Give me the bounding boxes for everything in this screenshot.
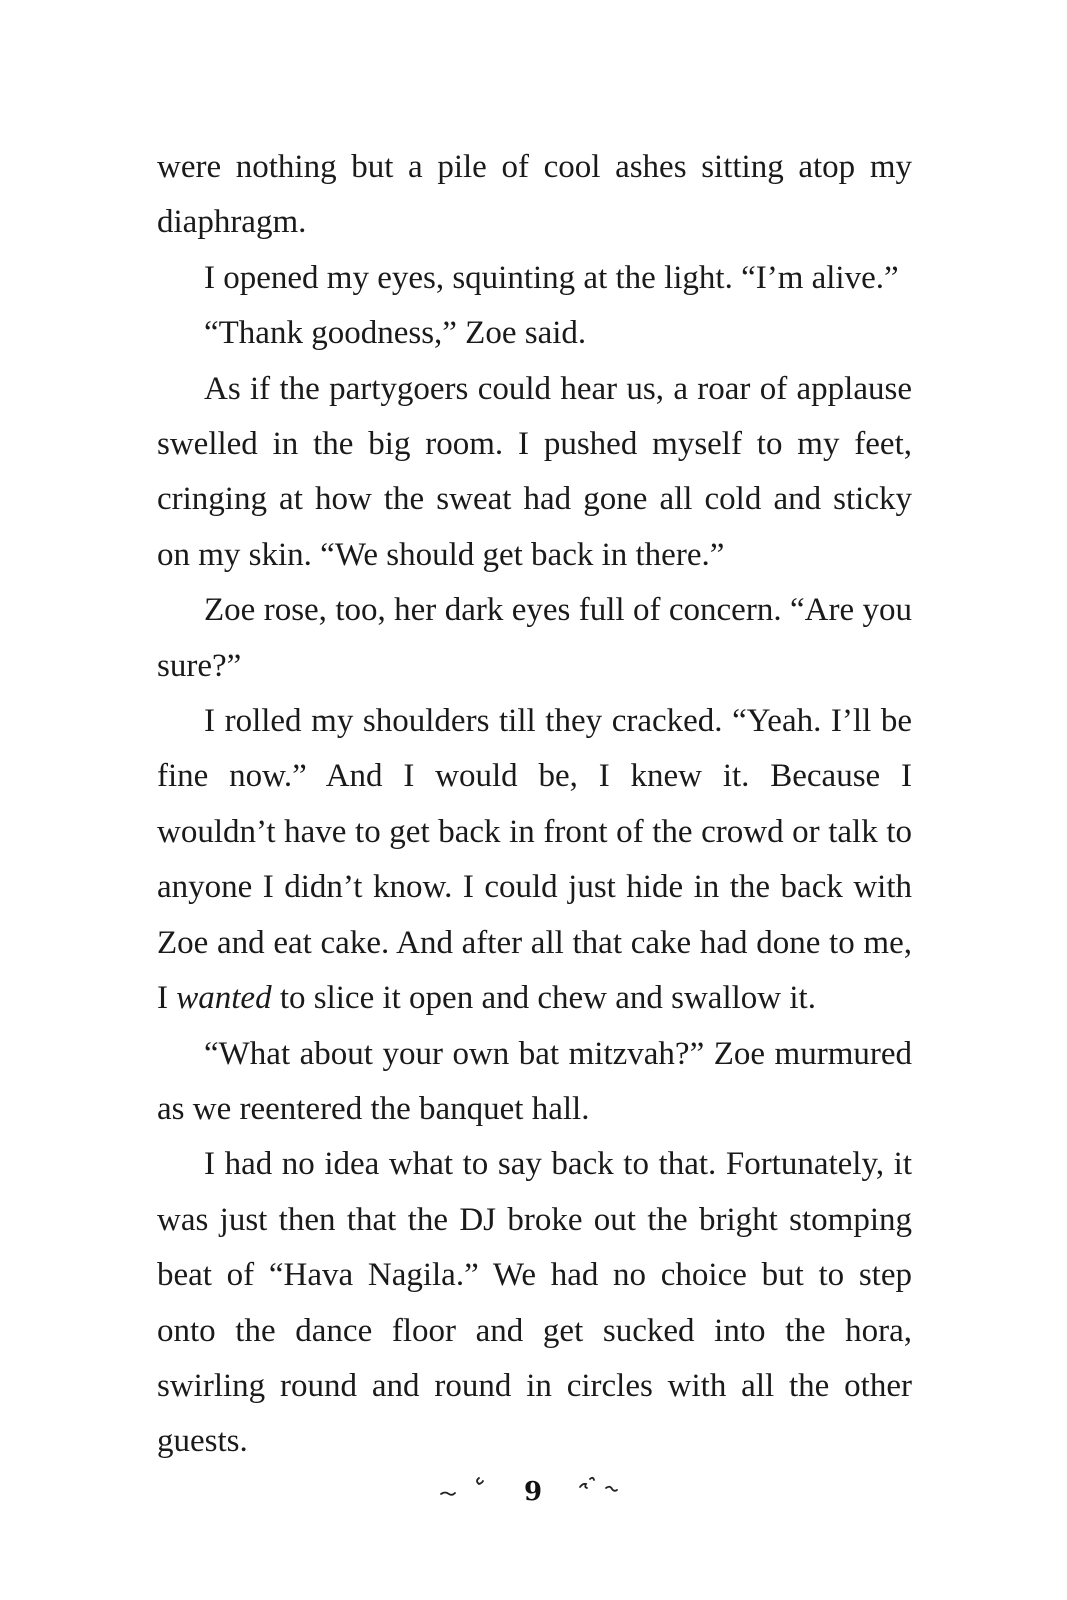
flourish-right-3 (606, 1487, 617, 1491)
paragraph: “Thank goodness,” Zoe said. (204, 315, 587, 352)
flourish-right-2 (590, 1478, 594, 1480)
paragraph: Zoe rose, too, her dark eyes full of concern. “Are you sure?” (157, 592, 912, 684)
page-number: 9 (523, 1477, 543, 1507)
paragraph: “What about your own bat mitzvah?” Zoe murmured as we reentered the banquet hall. (157, 1035, 912, 1127)
flourish-left-1 (441, 1493, 455, 1495)
paragraph: I rolled my shoulders till they cracked. “Yeah. I’ll be fine now.” And I would be, I knew it. Because I wouldn’t have to get back in front of the crowd or talk to anyone I didn’t know. I could just hide in the back with Zoe and eat cake. And after all that cake had done to me, I wanted to slice it open and chew and swallow it. (157, 703, 912, 1017)
flourish-right-1 (580, 1484, 587, 1488)
body-text (157, 140, 912, 1470)
paragraph: I had no idea what to say back to that. Fortunately, it was just then that the DJ broke out the bright stomping beat of “Hava Nagila.” We had no choice but to step onto the dance floor and get sucked into the hora, swirling round and round in circles with all the other guests. (157, 1146, 912, 1460)
paragraph: were nothing but a pile of cool ashes sitting atop my diaphragm. (157, 149, 912, 241)
folio (0, 1470, 1067, 1520)
paragraph: As if the partygoers could hear us, a roar of applause swelled in the big room. I pushed myself to my feet, cringing at how the sweat had gone all cold and sticky on my skin. “We should get back in there.” (157, 370, 912, 573)
flourish-left-2 (477, 1478, 483, 1484)
emphasis-text: wanted (176, 980, 272, 1017)
paragraph: I opened my eyes, squinting at the light. “I’m alive.” (204, 259, 899, 296)
